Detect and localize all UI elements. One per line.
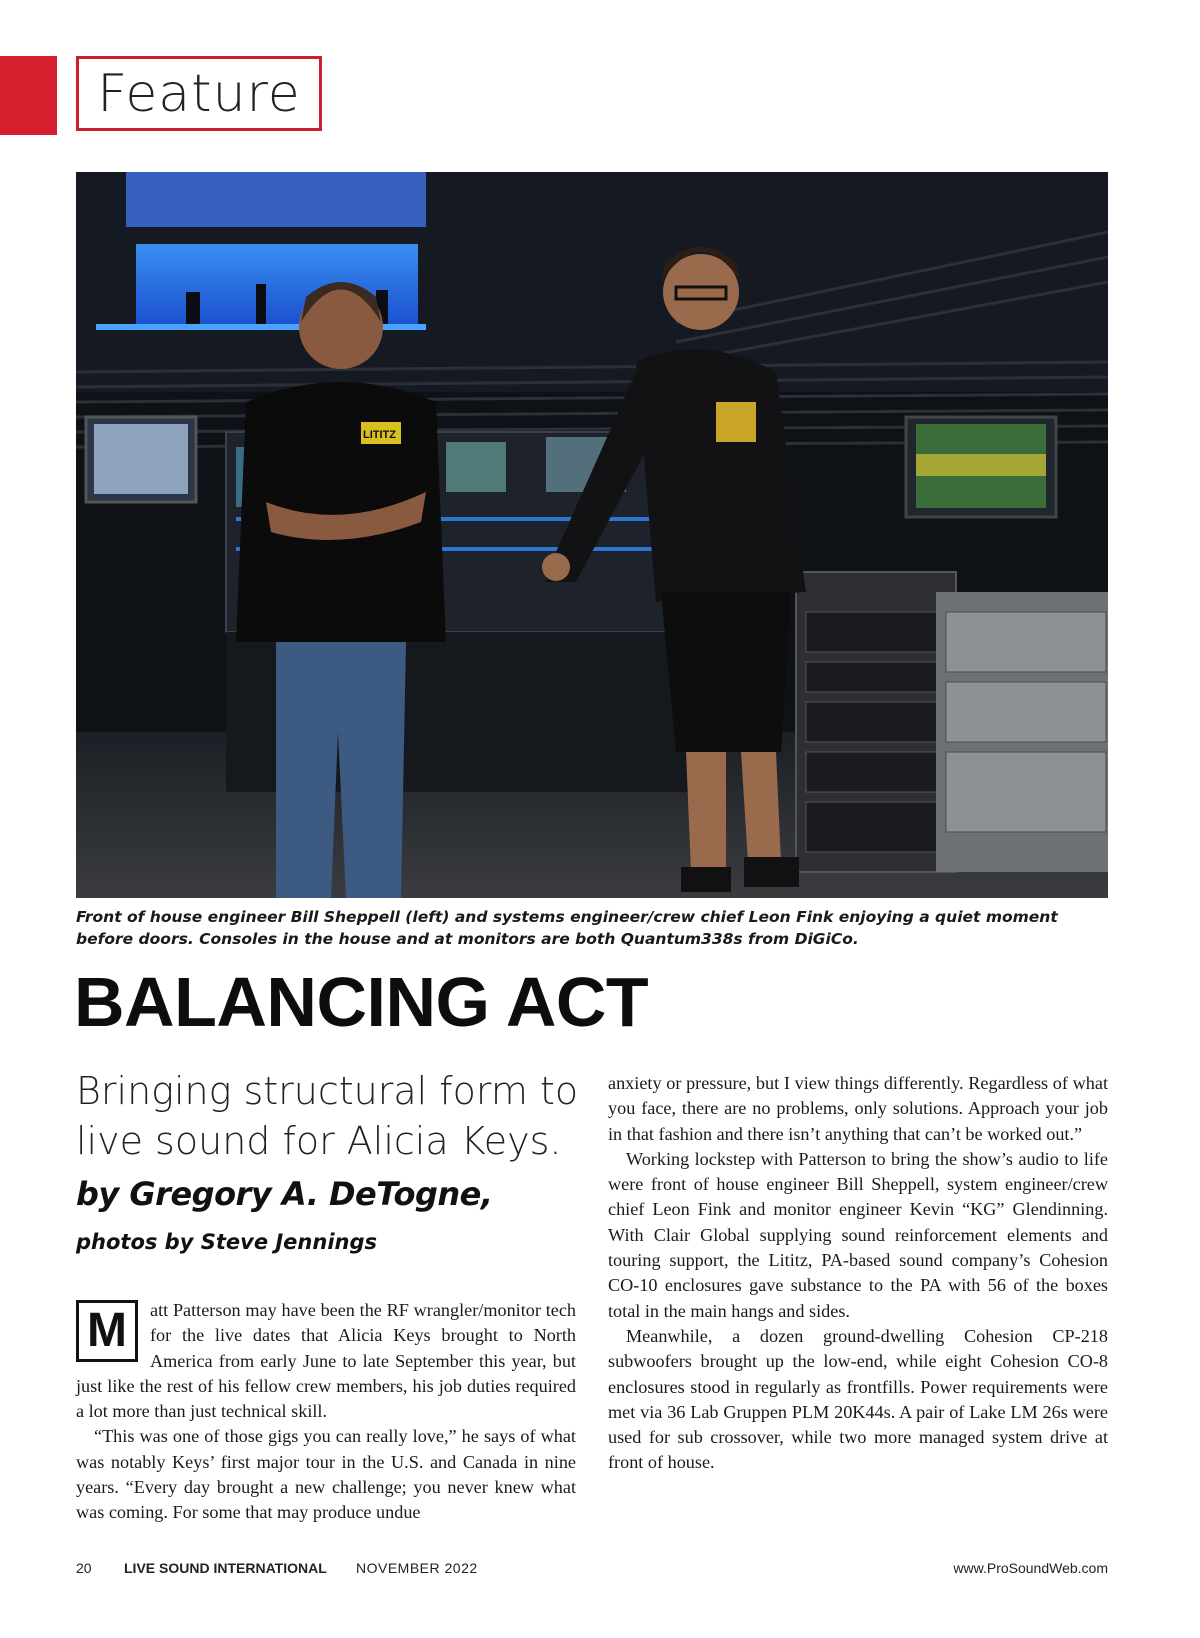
website-link[interactable]: www.ProSoundWeb.com (953, 1560, 1108, 1576)
photo-illustration (76, 172, 1108, 898)
drop-cap: M (76, 1300, 138, 1362)
article-column-1 (76, 1298, 576, 1526)
issue-date: NOVEMBER 2022 (356, 1560, 478, 1576)
feature-photo (76, 172, 1108, 898)
article-paragraph: anxiety or pressure, but I view things differently. Regardless of what you face, there are no problems, only solutions. Approach your job in that fashion and there isn’t anything that can’t be worked out.” (608, 1073, 1108, 1144)
headline: BALANCING ACT (74, 963, 649, 1041)
magazine-name: LIVE SOUND INTERNATIONAL (124, 1560, 327, 1576)
article-paragraph: Meanwhile, a dozen ground-dwelling Cohesion CP-218 subwoofers brought up the low-end, while eight Cohesion CO-8 enclosures stood in regularly as frontfills. Power requirements were met via 36 Lab Gruppen PLM 20K44s. A pair of Lake LM 26s were used for sub crossover, while two more managed system drive at front of house. (608, 1325, 1108, 1473)
deck-subtitle: Bringing structural form to live sound for Alicia Keys. (76, 1069, 579, 1163)
article-paragraph (76, 1298, 576, 1424)
photo-credit: photos by Steve Jennings (76, 1230, 378, 1254)
page-footer (76, 1560, 1108, 1580)
section-label: Feature (76, 56, 322, 131)
section-color-tab (0, 56, 57, 135)
shirt-print-text: LITITZ (363, 429, 396, 441)
article-paragraph: “This was one of those gigs you can really love,” he says of what was notably Keys’ first major tour in the U.S. and Canada in nine years. “Every day brought a new challenge; you never knew what was coming. For some that may produce undue (76, 1426, 576, 1523)
byline: by Gregory A. DeTogne, (76, 1175, 493, 1213)
page-number: 20 (76, 1560, 92, 1576)
paragraph-text: att Patterson may have been the RF wrangler/monitor tech for the live dates that Alicia Keys brought to North America from early June to late September this year, but just like the rest of his fellow crew members, his job duties required a lot more than just technical skill. (76, 1300, 576, 1422)
article-column-2 (608, 1071, 1108, 1476)
article-paragraph: Working lockstep with Patterson to bring the show’s audio to life were front of house engineer Bill Sheppell, system engineer/crew chief Leon Fink and monitor engineer Kevin “KG” Glendinning. With Clair Global supplying sound reinforcement elements and touring support, the Lititz, PA-based sound company’s Cohesion CO-10 enclosures gave substance to the PA with 56 of the boxes total in the main hangs and sides. (608, 1148, 1108, 1321)
photo-caption: Front of house engineer Bill Sheppell (left) and systems engineer/crew chief Leon Fink enjoying a quiet moment before doors. Consoles in the house and at monitors are both Quantum338s from DiGiCo. (76, 908, 1058, 948)
